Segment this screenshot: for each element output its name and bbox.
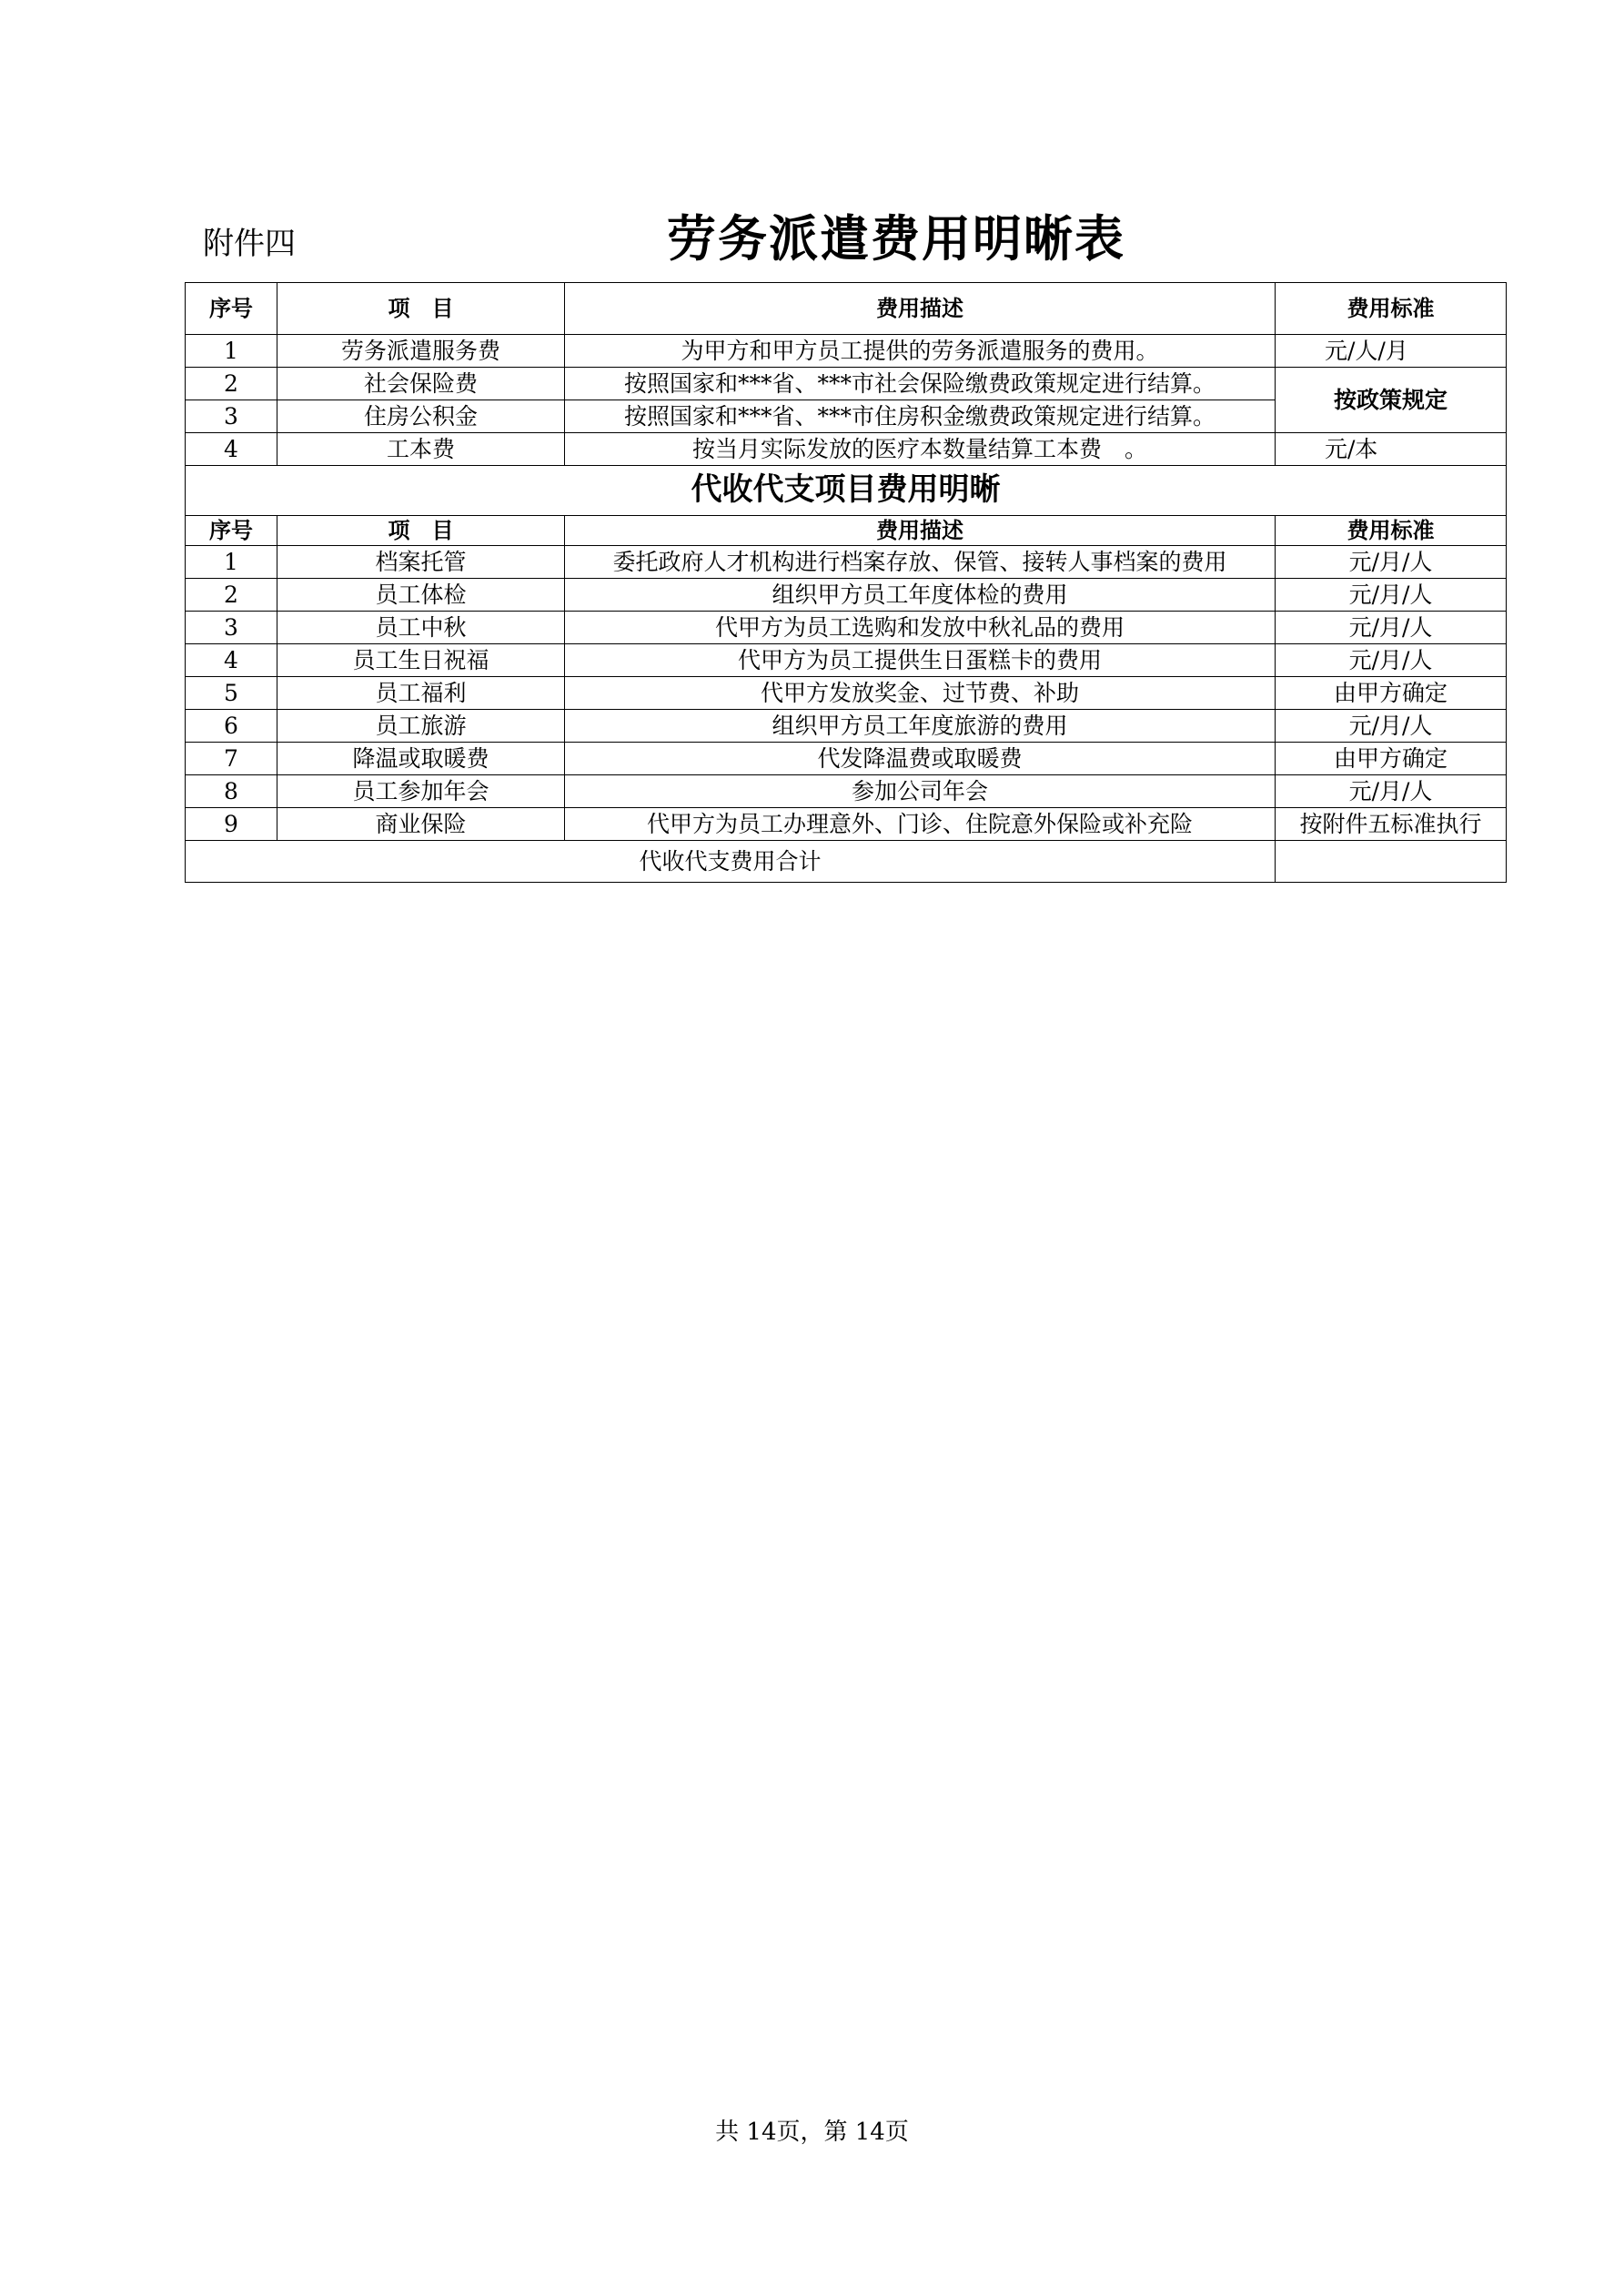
table-row (186, 710, 1507, 743)
page-footer: 共 14页，第 14页 (715, 2119, 909, 2146)
cell-no: 1 (186, 546, 277, 579)
col-header-item: 项 目 (277, 516, 565, 546)
table-row (186, 335, 1507, 368)
cell-std: 按附件五标准执行 (1276, 808, 1507, 841)
cell-std: 元/人/月 (1276, 335, 1507, 368)
total-row (186, 841, 1507, 883)
attachment-label: 附件四 (203, 226, 296, 262)
cell-desc: 组织甲方员工年度体检的费用 (565, 579, 1276, 612)
table-row (186, 579, 1507, 612)
cell-item: 员工体检 (277, 579, 565, 612)
cell-no: 2 (186, 579, 277, 612)
col-header-desc: 费用描述 (565, 283, 1276, 335)
cell-desc: 代甲方为员工办理意外、门诊、住院意外保险或补充险 (565, 808, 1276, 841)
cell-no: 3 (186, 400, 277, 433)
cell-desc: 按照国家和***省、***市社会保险缴费政策规定进行结算。 (565, 368, 1276, 400)
cell-item: 员工中秋 (277, 612, 565, 644)
cell-std: 由甲方确定 (1276, 677, 1507, 710)
section-title-row (186, 466, 1507, 516)
cell-item: 员工参加年会 (277, 775, 565, 808)
cell-std: 元/月/人 (1276, 775, 1507, 808)
col-header-desc: 费用描述 (565, 516, 1276, 546)
cell-item: 降温或取暖费 (277, 743, 565, 775)
cell-desc: 按照国家和***省、***市住房积金缴费政策规定进行结算。 (565, 400, 1276, 433)
cell-no: 6 (186, 710, 277, 743)
cell-no: 2 (186, 368, 277, 400)
col-header-no: 序号 (186, 283, 277, 335)
cell-item: 劳务派遣服务费 (277, 335, 565, 368)
fee-table (185, 282, 1507, 883)
cell-desc: 为甲方和甲方员工提供的劳务派遣服务的费用。 (565, 335, 1276, 368)
table-row (186, 775, 1507, 808)
cell-desc: 委托政府人才机构进行档案存放、保管、接转人事档案的费用 (565, 546, 1276, 579)
table-row (186, 368, 1507, 400)
total-value (1276, 841, 1507, 883)
cell-no: 5 (186, 677, 277, 710)
cell-desc: 代甲方发放奖金、过节费、补助 (565, 677, 1276, 710)
cell-desc: 代发降温费或取暖费 (565, 743, 1276, 775)
col-header-no: 序号 (186, 516, 277, 546)
cell-desc: 参加公司年会 (565, 775, 1276, 808)
table-header-row (186, 516, 1507, 546)
cell-item: 档案托管 (277, 546, 565, 579)
section-title: 代收代支项目费用明晰 (186, 466, 1507, 516)
cell-no: 9 (186, 808, 277, 841)
cell-no: 4 (186, 433, 277, 466)
cell-no: 8 (186, 775, 277, 808)
cell-item: 工本费 (277, 433, 565, 466)
cell-item: 员工生日祝福 (277, 644, 565, 677)
table-row (186, 546, 1507, 579)
cell-no: 7 (186, 743, 277, 775)
table-row (186, 612, 1507, 644)
table-row (186, 433, 1507, 466)
cell-no: 3 (186, 612, 277, 644)
cell-std: 元/月/人 (1276, 546, 1507, 579)
cell-desc: 组织甲方员工年度旅游的费用 (565, 710, 1276, 743)
table-header-row (186, 283, 1507, 335)
cell-std: 元/月/人 (1276, 579, 1507, 612)
cell-item: 员工福利 (277, 677, 565, 710)
col-header-item: 项 目 (277, 283, 565, 335)
cell-desc: 代甲方为员工提供生日蛋糕卡的费用 (565, 644, 1276, 677)
cell-no: 1 (186, 335, 277, 368)
cell-desc: 按当月实际发放的医疗本数量结算工本费 。 (565, 433, 1276, 466)
document-header (187, 193, 1506, 275)
document-title: 劳务派遣费用明晰表 (667, 210, 1125, 268)
cell-std: 元/本 (1276, 433, 1507, 466)
table-row (186, 743, 1507, 775)
table-row (186, 677, 1507, 710)
cell-item: 员工旅游 (277, 710, 565, 743)
col-header-std: 费用标准 (1276, 283, 1507, 335)
cell-std: 元/月/人 (1276, 710, 1507, 743)
cell-desc: 代甲方为员工选购和发放中秋礼品的费用 (565, 612, 1276, 644)
table-row (186, 808, 1507, 841)
col-header-std: 费用标准 (1276, 516, 1507, 546)
cell-std: 元/月/人 (1276, 612, 1507, 644)
total-label: 代收代支费用合计 (186, 841, 1276, 883)
cell-item: 住房公积金 (277, 400, 565, 433)
cell-item: 商业保险 (277, 808, 565, 841)
cell-std: 元/月/人 (1276, 644, 1507, 677)
cell-no: 4 (186, 644, 277, 677)
cell-item: 社会保险费 (277, 368, 565, 400)
table-row (186, 644, 1507, 677)
cell-std: 由甲方确定 (1276, 743, 1507, 775)
cell-std-merged: 按政策规定 (1276, 368, 1507, 433)
